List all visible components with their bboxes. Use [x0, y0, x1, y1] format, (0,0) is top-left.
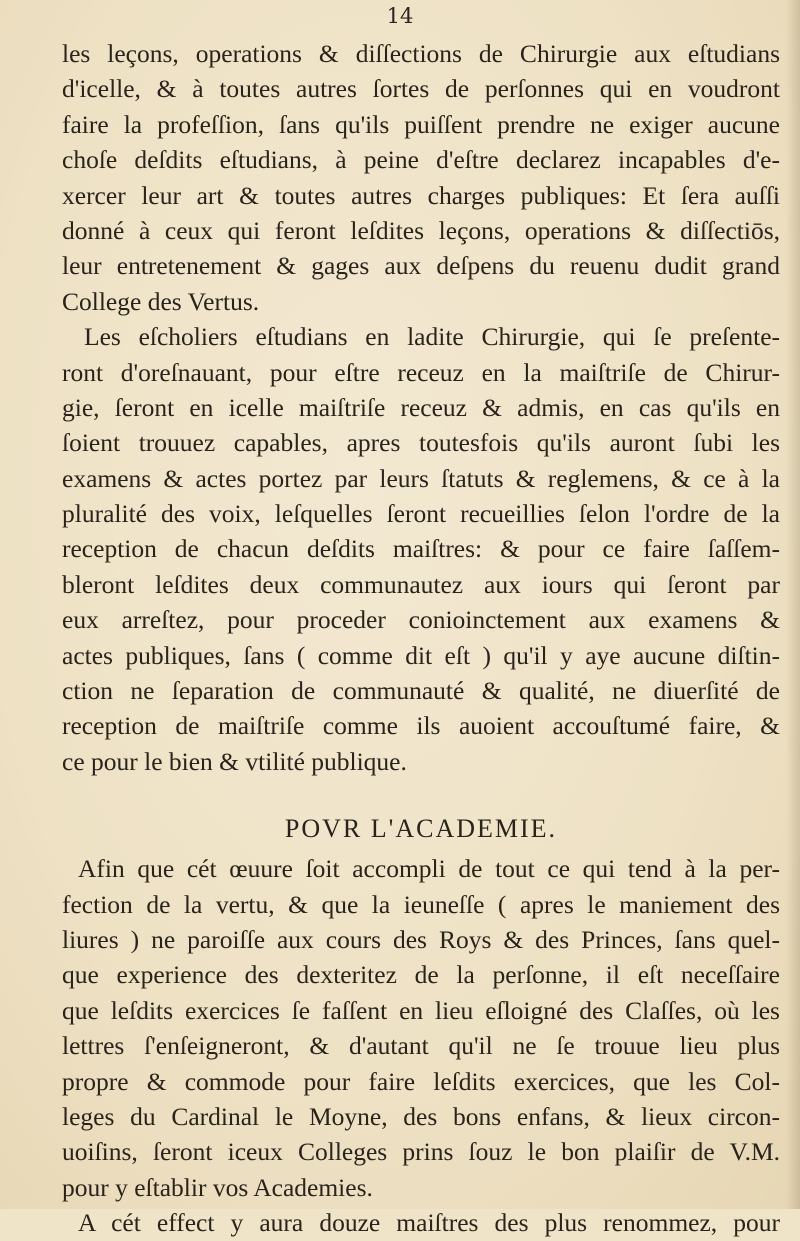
- text-line: reception de maiſtriſe comme ils auoient accouſtumé faire, &: [62, 711, 780, 741]
- text-line: choſe deſdits eſtudians, à peine d'eſtre declarez incapables d'e-: [62, 145, 780, 175]
- text-line: d'icelle, & à toutes autres ſortes de perſonnes qui en voudront: [62, 74, 780, 104]
- text-line: Afin que cét œuure ſoit accompli de tout ce qui tend à la per-: [78, 854, 780, 884]
- page-edge-shadow: [786, 0, 800, 1209]
- text-line: examens & actes portez par leurs ſtatuts & reglemens, & ce à la: [62, 463, 780, 493]
- text-line: A cét effect y aura douze maiſtres des plus renommez, pour: [78, 1208, 780, 1238]
- text-line: donné à ceux qui feront leſdites leçons, operations & diſſectiōs,: [62, 215, 780, 245]
- text-line: ction ne ſeparation de communauté & qualité, ne diuerſité de: [62, 676, 780, 706]
- text-line: bleront leſdites deux communautez aux iours qui ſeront par: [62, 569, 780, 599]
- text-line: College des Vertus.: [62, 286, 260, 316]
- text-line: lettres ſ'enſeigneront, & d'autant qu'il ne ſe trouue lieu plus: [62, 1031, 780, 1061]
- text-line: faire la profeſſion, ſans qu'ils puiſſent prendre ne exiger aucune: [62, 109, 780, 139]
- text-line: pluralité des voix, leſquelles ſeront recueillies ſelon l'ordre de la: [62, 499, 780, 529]
- text-line: leur entretenement & gages aux deſpens du reuenu dudit grand: [62, 251, 780, 281]
- page-number: 14: [386, 4, 414, 28]
- text-line: liures ) ne paroiſſe aux cours des Roys & des Princes, ſans quel-: [62, 924, 780, 954]
- text-line: eux arreſtez, pour proceder conioinctement aux examens &: [62, 605, 780, 635]
- text-line: ce pour le bien & vtilité publique.: [62, 746, 407, 776]
- text-line: actes publiques, ſans ( comme dit eſt ) qu'il y aye aucune diſtin-: [62, 640, 780, 670]
- text-line: pour y eſtablir vos Academies.: [62, 1172, 373, 1202]
- text-line: les leçons, operations & diſſections de Chirurgie aux eſtudians: [62, 39, 780, 68]
- text-line: gie, ſeront en icelle maiſtriſe receuz & admis, en cas qu'ils en: [62, 392, 780, 422]
- text-line: leges du Cardinal le Moyne, des bons enfans, & lieux circon-: [62, 1101, 780, 1131]
- page-text: [62, 36, 780, 1241]
- text-line: ſoient trouuez capables, apres toutesfois qu'ils auront ſubi les: [62, 428, 780, 458]
- text-line: fection de la vertu, & que la ieuneſſe ( apres le maniement des: [62, 889, 780, 919]
- text-line: uoiſins, ſeront iceux Colleges prins ſouz le bon plaiſir de V.M.: [62, 1137, 780, 1167]
- text-line: que experience des dexteritez de la perſonne, il eſt neceſſaire: [62, 960, 780, 990]
- text-line: que leſdits exercices ſe faſſent en lieu eſloigné des Claſſes, où les: [62, 995, 780, 1025]
- text-line: reception de chacun deſdits maiſtres: & pour ce faire ſaſſem-: [62, 534, 780, 564]
- text-line: ront d'oreſnauant, pour eſtre receuz en la maiſtriſe de Chirur-: [62, 357, 780, 387]
- text-line: Les eſcholiers eſtudians en ladite Chirurgie, qui ſe preſente-: [84, 322, 780, 352]
- text-line: xercer leur art & toutes autres charges publiques: Et ſera auſſi: [62, 180, 780, 210]
- section-heading: POVR L'ACADEMIE.: [284, 814, 558, 844]
- text-line: propre & commode pour faire leſdits exercices, que les Col-: [62, 1066, 780, 1096]
